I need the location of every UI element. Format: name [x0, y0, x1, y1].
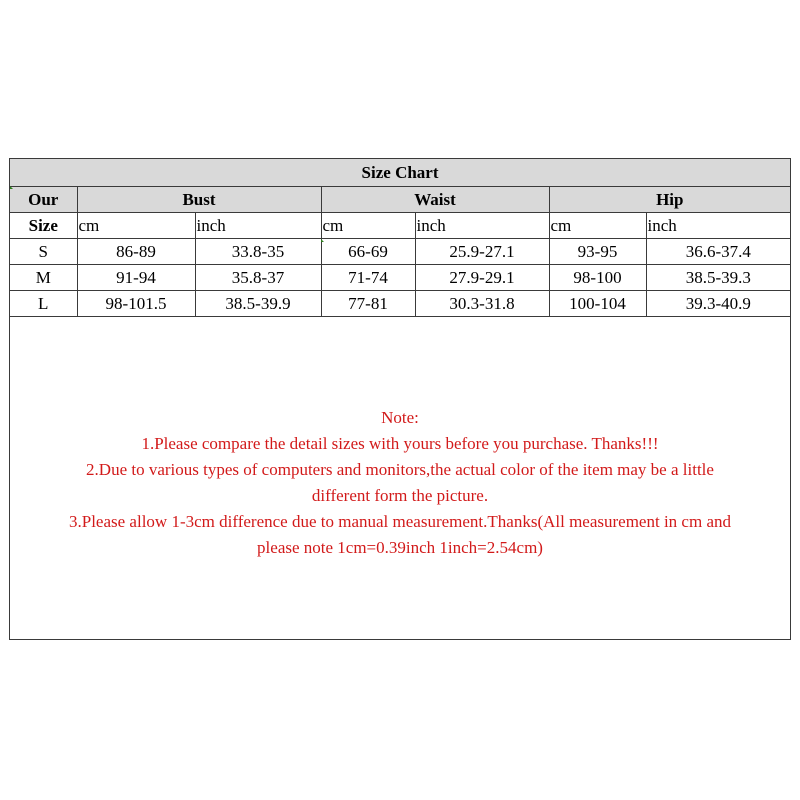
our-label: Our [10, 187, 77, 213]
bust-cm-cell: 91-94 [77, 265, 195, 291]
hip-inch-cell: 38.5-39.3 [646, 265, 790, 291]
bust-header: Bust [77, 187, 321, 213]
unit-cell-bust-inch: inch [195, 213, 321, 239]
waist-cm-cell: 71-74 [321, 265, 415, 291]
waist-cm-cell: 66-69 [321, 239, 415, 265]
waist-header: Waist [321, 187, 549, 213]
notes-heading: Note: [381, 408, 419, 427]
bust-inch-cell: 33.8-35 [195, 239, 321, 265]
table-row [10, 239, 790, 265]
unit-cell-waist-cm: cm [321, 213, 415, 239]
hip-header: Hip [549, 187, 790, 213]
hip-cm-cell: 100-104 [549, 291, 646, 317]
bust-inch-cell: 35.8-37 [195, 265, 321, 291]
size-cell: S [10, 239, 77, 265]
hip-cm-cell: 98-100 [549, 265, 646, 291]
chart-title: Size Chart [10, 159, 790, 187]
size-chart-table [10, 159, 790, 317]
size-cell: L [10, 291, 77, 317]
size-label: Size [10, 213, 77, 239]
table-row [10, 265, 790, 291]
unit-cell-hip-inch: inch [646, 213, 790, 239]
unit-cell-waist-inch: inch [415, 213, 549, 239]
waist-inch-cell: 27.9-29.1 [415, 265, 549, 291]
note-line: different form the picture. [311, 486, 489, 505]
hip-inch-cell: 36.6-37.4 [646, 239, 790, 265]
size-cell: M [10, 265, 77, 291]
hip-inch-cell: 39.3-40.9 [646, 291, 790, 317]
note-line: please note 1cm=0.39inch 1inch=2.54cm) [257, 538, 543, 557]
table-row [10, 291, 790, 317]
title-row [10, 159, 790, 187]
waist-inch-cell: 25.9-27.1 [415, 239, 549, 265]
waist-cm-cell: 77-81 [321, 291, 415, 317]
unit-cell-bust-cm: cm [77, 213, 195, 239]
waist-inch-cell: 30.3-31.8 [415, 291, 549, 317]
unit-cell-hip-cm: cm [549, 213, 646, 239]
notes-block [10, 405, 790, 561]
note-line: 3.Please allow 1-3cm difference due to manual measurement.Thanks(All measurement in cm and [69, 512, 731, 531]
bust-cm-cell: 98-101.5 [77, 291, 195, 317]
note-line: 2.Due to various types of computers and monitors,the actual color of the item may be a little [86, 460, 714, 479]
bust-cm-cell: 86-89 [77, 239, 195, 265]
measurement-group-row [10, 187, 790, 213]
cell-comment-marker [321, 239, 324, 242]
bust-inch-cell: 38.5-39.9 [195, 291, 321, 317]
cell-comment-marker [10, 186, 13, 189]
size-chart-sheet [9, 158, 791, 640]
note-line: 1.Please compare the detail sizes with yours before you purchase. Thanks!!! [141, 434, 659, 453]
unit-row [10, 213, 790, 239]
hip-cm-cell: 93-95 [549, 239, 646, 265]
